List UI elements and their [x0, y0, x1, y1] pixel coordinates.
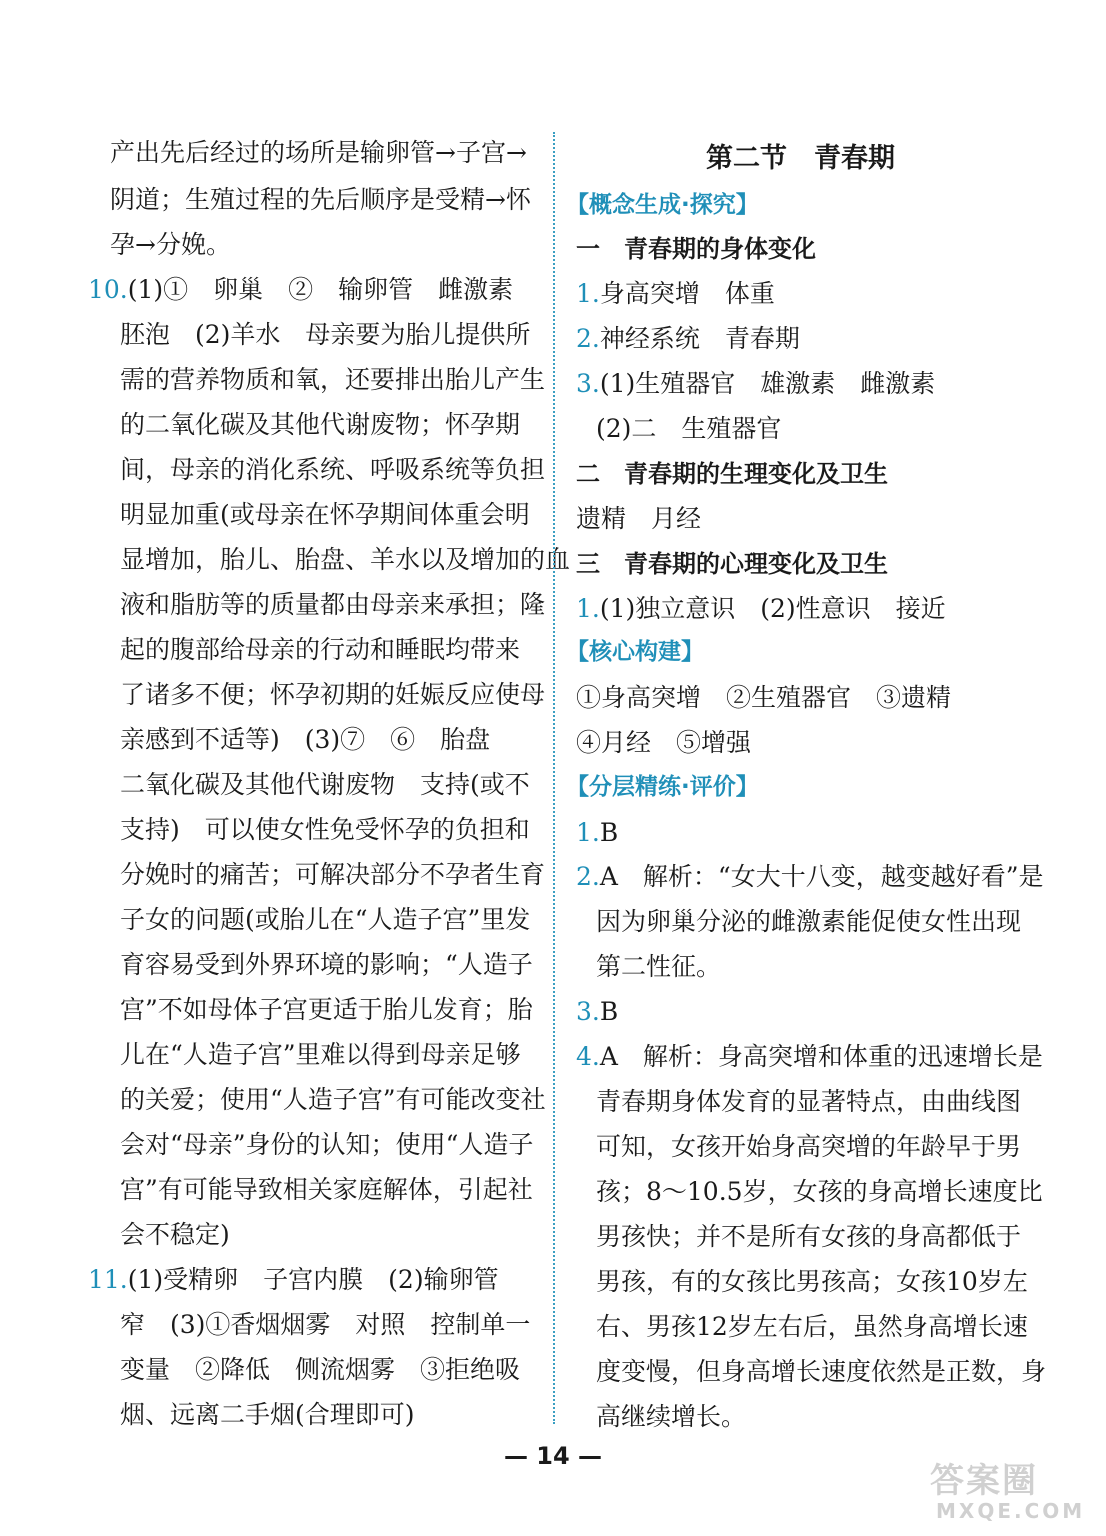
- heading-body-changes: 一 青春期的身体变化: [576, 235, 816, 263]
- q11-line: 烟、远离二手烟(合理即可): [120, 1400, 415, 1429]
- q11-line: 变量 ②降低 侧流烟雾 ③拒绝吸: [120, 1355, 521, 1384]
- item-number: 3.: [576, 369, 600, 398]
- q10-line: 明显加重(或母亲在怀孕期间体重会明: [120, 500, 530, 529]
- item-number: 3.: [576, 997, 600, 1026]
- q10-line: 液和脂肪等的质量都由母亲来承担；隆: [120, 590, 546, 619]
- explanation-line: 男孩，有的女孩比男孩高；女孩10岁左: [596, 1267, 1028, 1296]
- q10-line: 的关爱；使用“人造子宫”有可能改变社: [120, 1085, 546, 1114]
- watermark-bottom: MXQE.COM: [936, 1499, 1086, 1523]
- explanation-line: 因为卵巢分泌的雌激素能促使女性出现: [596, 907, 1022, 936]
- q10-line: 分娩时的痛苦；可解决部分不孕者生育: [120, 860, 546, 889]
- answer-line: [576, 818, 618, 848]
- explanation-line: 男孩快；并不是所有女孩的身高都低于: [596, 1222, 1022, 1251]
- column-divider: [553, 132, 555, 1424]
- watermark-logo: [930, 1462, 1090, 1526]
- q10-line: 会不稳定): [120, 1220, 230, 1249]
- q10-line: 儿在“人造子宫”里难以得到母亲足够: [120, 1040, 521, 1069]
- q10-line: 显增加，胎儿、胎盘、羊水以及增加的血: [120, 545, 571, 574]
- heading-psychology: 三 青春期的心理变化及卫生: [576, 550, 888, 578]
- q11-line: 窄 (3)①香烟烟雾 对照 控制单一: [120, 1310, 531, 1339]
- item-number: 1.: [576, 594, 600, 623]
- q10-first-text: (1)① 卵巢 ② 输卵管 雌激素: [127, 275, 514, 304]
- q10-line: 的二氧化碳及其他代谢废物；怀孕期: [120, 410, 521, 439]
- q11-number: 11.: [88, 1265, 128, 1294]
- q10-line: 间，母亲的消化系统、呼吸系统等负担: [120, 455, 546, 484]
- answer-line: [576, 369, 935, 399]
- section-title: 第二节 青春期: [706, 143, 895, 174]
- item-text: 神经系统 青春期: [599, 324, 800, 353]
- item-number: 2.: [576, 862, 600, 891]
- tag-practice: 【分层精练·评价】: [566, 774, 759, 800]
- q10-line: 需的营养物质和氧，还要排出胎儿产生: [120, 365, 546, 394]
- answer-line: [576, 279, 775, 309]
- q10-line: 胚泡 (2)羊水 母亲要为胎儿提供所: [120, 320, 531, 349]
- item-text: A 解析：身高突增和体重的迅速增长是: [599, 1042, 1043, 1071]
- q10-line: 了诸多不便；怀孕初期的妊娠反应使母: [120, 680, 546, 709]
- explanation-line: 高继续增长。: [596, 1402, 747, 1431]
- q10-line: 宫”有可能导致相关家庭解体，引起社: [120, 1175, 533, 1204]
- tag-concept: 【概念生成·探究】: [566, 192, 759, 218]
- item-text: (1)生殖器官 雄激素 雌激素: [599, 369, 936, 398]
- q10-line: 支持) 可以使女性免受怀孕的负担和: [120, 815, 530, 844]
- answer-line: [576, 997, 618, 1027]
- item-number: 2.: [576, 324, 600, 353]
- answer-line: [576, 324, 800, 354]
- q9-continuation-line: 阴道；生殖过程的先后顺序是受精→怀: [110, 185, 531, 214]
- q10-line: 会对“母亲”身份的认知；使用“人造子: [120, 1130, 534, 1159]
- q10-line: 二氧化碳及其他代谢废物 支持(或不: [120, 770, 530, 799]
- item-text: 身高突增 体重: [599, 279, 775, 308]
- item-number: 4.: [576, 1042, 600, 1071]
- q10-line: 亲感到不适等) (3)⑦ ⑥ 胎盘: [120, 725, 491, 754]
- item-text: (1)独立意识 (2)性意识 接近: [599, 594, 946, 623]
- q10-line: 育容易受到外界环境的影响；“人造子: [120, 950, 533, 979]
- q10-line: 子女的问题(或胎儿在“人造子宫”里发: [120, 905, 531, 934]
- item-number: 1.: [576, 279, 600, 308]
- item-text: A 解析：“女大十八变，越变越好看”是: [599, 862, 1044, 891]
- explanation-line: 孩；8～10.5岁，女孩的身高增长速度比: [596, 1177, 1043, 1206]
- q10-first-line: [88, 275, 513, 305]
- page-number: — 14 —: [503, 1442, 603, 1470]
- explanation-line: 度变慢，但身高增长速度依然是正数，身: [596, 1357, 1047, 1386]
- answer-line: [576, 594, 946, 624]
- q10-line: 宫”不如母体子宫更适于胎儿发育；胎: [120, 995, 533, 1024]
- explanation-line: 可知，女孩开始身高突增的年龄早于男: [596, 1132, 1022, 1161]
- tag-core: 【核心构建】: [566, 639, 704, 665]
- q9-continuation-line: 孕→分娩。: [110, 230, 231, 259]
- q10-line: 起的腹部给母亲的行动和睡眠均带来: [120, 635, 521, 664]
- explanation-line: 第二性征。: [596, 952, 722, 981]
- core-line: ①身高突增 ②生殖器官 ③遗精: [576, 683, 952, 712]
- answer-line: (2)二 生殖器官: [596, 414, 782, 443]
- q10-number: 10.: [88, 275, 128, 304]
- heading-physiology: 二 青春期的生理变化及卫生: [576, 460, 888, 488]
- answer-line: [576, 862, 1043, 892]
- q9-continuation-line: 产出先后经过的场所是输卵管→子宫→: [110, 138, 527, 167]
- q11-first-text: (1)受精卵 子宫内膜 (2)输卵管: [127, 1265, 499, 1294]
- item-text: B: [599, 818, 619, 847]
- explanation-line: 青春期身体发育的显著特点，由曲线图: [596, 1087, 1022, 1116]
- item-text: B: [599, 997, 619, 1026]
- item-number: 1.: [576, 818, 600, 847]
- answer-line: [576, 1042, 1043, 1072]
- explanation-line: 右、男孩12岁左右后，虽然身高增长速: [596, 1312, 1028, 1341]
- watermark-top: 答案圈: [930, 1461, 1038, 1501]
- core-line: ④月经 ⑤增强: [576, 728, 752, 757]
- answer-line: 遗精 月经: [576, 504, 702, 533]
- q11-first-line: [88, 1265, 499, 1295]
